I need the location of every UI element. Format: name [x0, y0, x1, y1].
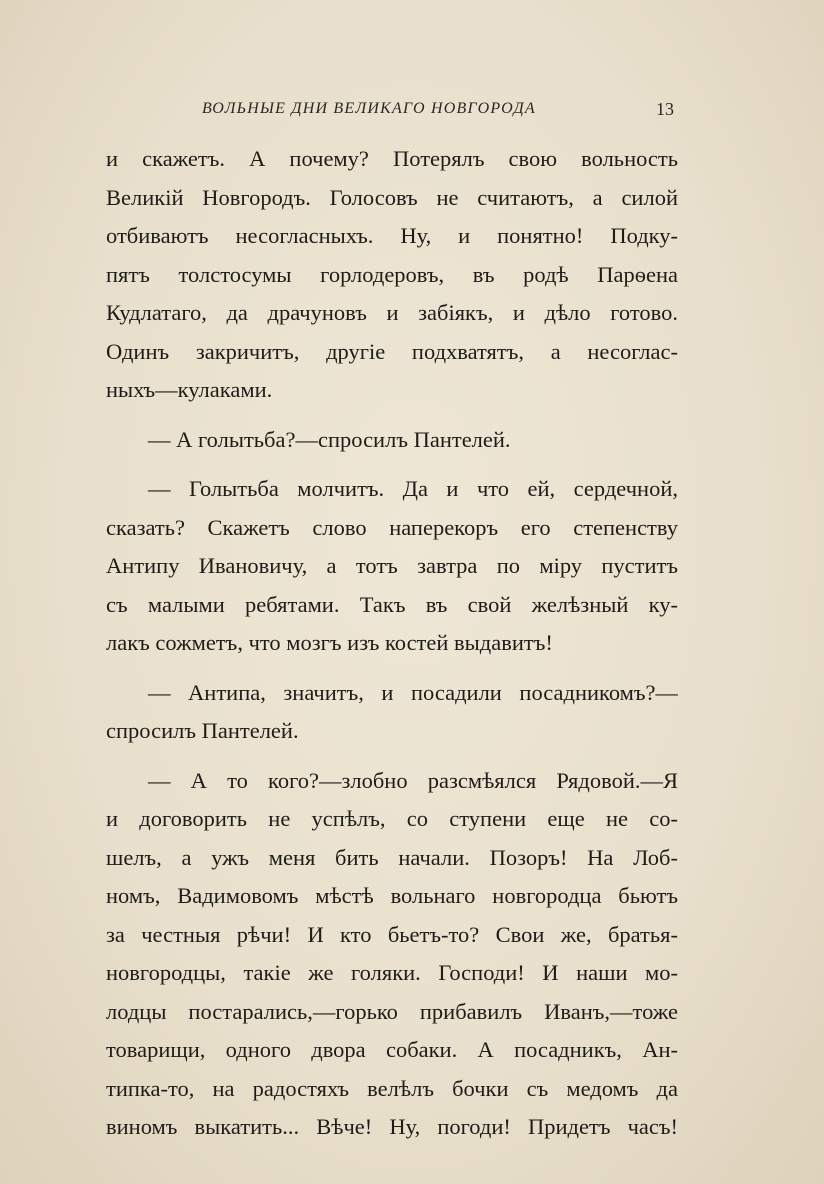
text-line: ныхъ—кулаками.	[106, 377, 273, 402]
paragraph	[106, 674, 678, 751]
paragraph	[106, 421, 678, 460]
page-number: 13	[656, 99, 674, 119]
text-line: шелъ, а ужъ меня бить начали. Позоръ! На Лоб-	[106, 844, 678, 870]
text-line: съ малыми ребятами. Такъ въ свой желѣзный ку-	[106, 591, 678, 617]
text-line: сказать? Скажетъ слово наперекоръ его степенству	[106, 514, 678, 540]
text-line: пятъ толстосумы горлодеровъ, въ родѣ Парѳена	[106, 261, 678, 287]
text-line: за честныя рѣчи! И кто бьетъ-то? Свои же, братья-	[106, 921, 678, 947]
paragraph	[106, 762, 678, 1147]
paragraph	[106, 140, 678, 410]
text-line: Кудлатаго, да драчуновъ и забіякъ, и дѣло готово.	[106, 300, 678, 325]
text-line: номъ, Вадимовомъ мѣстѣ вольнаго новгородца бьютъ	[106, 883, 678, 908]
text-line: новгородцы, такіе же голяки. Господи! И наши мо-	[106, 960, 678, 985]
text-line: — А то кого?—злобно разсмѣялся Рядовой.—Я	[148, 767, 678, 793]
body-text	[106, 140, 678, 1158]
text-line: спросилъ Пантелей.	[106, 718, 299, 743]
running-title: ВОЛЬНЫЕ ДНИ ВЕЛИКАГО НОВГОРОДА	[202, 100, 536, 117]
text-line: и договорить не успѣлъ, со ступени еще не со-	[106, 806, 678, 831]
text-line: лодцы постарались,—горько прибавилъ Иванъ,—тоже	[106, 998, 678, 1024]
text-line: Одинъ закричитъ, другіе подхватятъ, а несоглас-	[106, 338, 678, 364]
text-line: отбиваютъ несогласныхъ. Ну, и понятно! Подку-	[106, 223, 678, 248]
text-line: — А голытьба?—спросилъ Пантелей.	[148, 426, 511, 452]
paragraph	[106, 470, 678, 663]
text-line: товарищи, одного двора собаки. А посадникъ, Ан-	[106, 1037, 678, 1062]
text-line: — Голытьба молчитъ. Да и что ей, сердечной,	[148, 476, 678, 501]
text-line: виномъ выкатить... Вѣче! Ну, погоди! Придетъ часъ!	[106, 1114, 678, 1139]
text-line: — Антипа, значитъ, и посадили посадникомъ?—	[148, 679, 678, 705]
text-line: лакъ сожметъ, что мозгъ изъ костей выдавитъ!	[106, 630, 553, 655]
text-line: типка-то, на радостяхъ велѣлъ бочки съ медомъ да	[106, 1075, 678, 1101]
text-line: Великій Новгородъ. Голосовъ не считаютъ, а силой	[106, 184, 678, 210]
text-line: Антипу Ивановичу, а тотъ завтра по міру пуститъ	[106, 553, 678, 578]
text-line: и скажетъ. А почему? Потерялъ свою вольность	[106, 146, 678, 171]
